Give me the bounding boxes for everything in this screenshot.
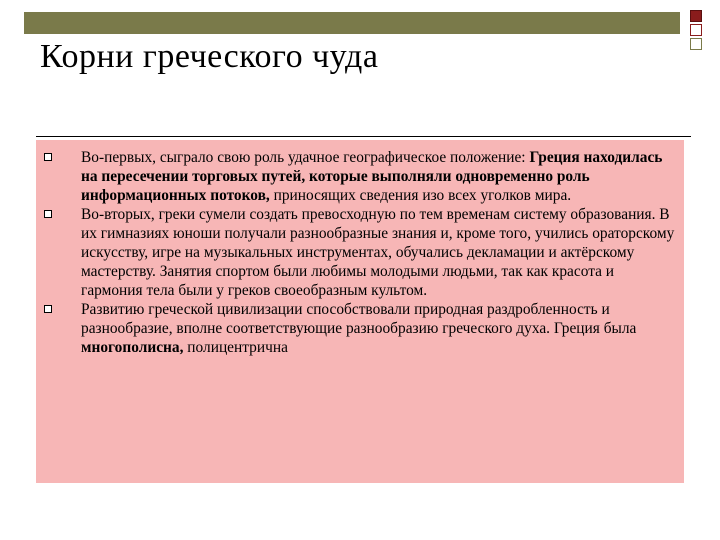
outline-square-icon xyxy=(690,38,702,50)
bullet-text-normal: Развитию греческой цивилизации способствовали природная раздробленность и разнообразие, вполне соответствующие разнообразию греческого духа. Греция была xyxy=(81,301,637,337)
bullet-text-normal: полицентрична xyxy=(183,339,288,356)
bullet-text xyxy=(81,301,636,356)
bullet-text-bold: многополисна, xyxy=(81,339,184,356)
bullet-square-icon xyxy=(44,153,52,161)
bullet-text xyxy=(81,149,662,204)
bullet-list xyxy=(36,148,676,357)
outline-square-icon xyxy=(690,24,702,36)
list-item xyxy=(36,148,676,205)
page-title: Корни греческого чуда xyxy=(40,38,379,75)
bullet-square-icon xyxy=(44,210,52,218)
title-divider xyxy=(36,136,691,137)
bullet-text-normal: приносящих сведения изо всех уголков мира. xyxy=(269,187,572,204)
filled-square-icon xyxy=(690,10,702,22)
bullet-text-normal: Во-первых, сыграло свою роль удачное географическое положение: xyxy=(81,149,530,166)
list-item xyxy=(36,205,676,300)
corner-decoration xyxy=(686,10,708,50)
list-item xyxy=(36,300,676,357)
top-decorative-band xyxy=(24,12,680,34)
bullet-text xyxy=(81,206,674,299)
bullet-text-bold: Греция находилась на пересечении торговых путей, которые выполняли одновременно роль информационных потоков, xyxy=(81,149,663,204)
bullet-text-normal: Во-вторых, греки сумели создать превосходную по тем временам систему образования. В их гимназиях юноши получали разнообразные знания и, кроме того, учились ораторскому искусству, игре на музыкальных инструментах, обучались декламации и актёрскому мастерству. Занятия спортом были любимы молодыми людьми, так как красота и гармония тела были у греков своеобразным культом. xyxy=(81,206,675,299)
bullet-square-icon xyxy=(44,305,52,313)
